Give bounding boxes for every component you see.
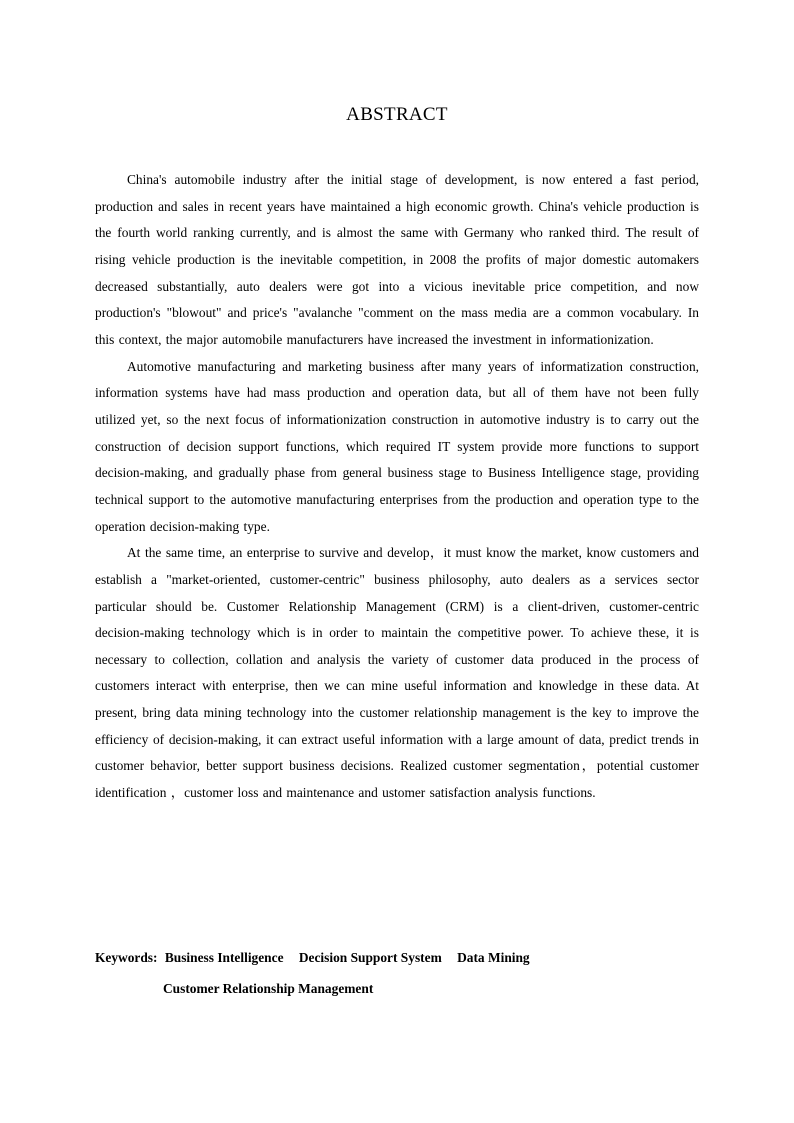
keyword-item: Data Mining: [457, 950, 530, 965]
keyword-item: Decision Support System: [298, 950, 442, 965]
keyword-item: Customer Relationship Management: [163, 981, 374, 996]
abstract-title: ABSTRACT: [346, 104, 448, 125]
keywords-label: Keywords:: [95, 950, 158, 965]
abstract-paragraph-2: Automotive manufacturing and marketing business after many years of informatization construction, information systems have had mass production and operation data, but all of them have not been fully utilized yet, so the next focus of informationization construction in automotive industry is to carry out the construction of decision support functions, which required IT system provide more functions to support decision-making, and gradually phase from general business stage to Business Intelligence stage, providing technical support to the automotive manufacturing enterprises from the production and operation type to the operation decision-making type.: [95, 358, 699, 534]
abstract-paragraph-1: China's automobile industry after the initial stage of development, is now entered a fast period, production and sales in recent years have maintained a high economic growth. China's vehicle production is the fourth world ranking currently, and is almost the same with Germany who ranked third. The result of rising vehicle production is the inevitable competition, in 2008 the profits of major domestic automakers decreased substantially, auto dealers were got into a vicious inevitable price competition, and now production's "blowout" and price's "avalanche "comment on the mass media are a common vocabulary. In this context, the major automobile manufacturers have increased the investment in informationization.: [95, 172, 699, 347]
abstract-paragraph-3: At the same time, an enterprise to survive and develop，it must know the market, know customers and establish a "market-oriented, customer-centric" business philosophy, auto dealers as a services sector particular should be. Customer Relationship Management (CRM) is a client-driven, customer-centric decision-making technology which is in order to maintain the competitive power. To achieve these, it is necessary to collection, collation and analysis the variety of customer data produced in the process of customers interact with enterprise, then we can mine useful information and knowledge in these data. At present, bring data mining technology into the customer relationship management is the key to improve the efficiency of decision-making, it can extract useful information with a large amount of data, predict trends in customer behavior, better support business decisions. Realized customer segmentation，potential customer identification ，customer loss and maintenance and ustomer satisfaction analysis functions.: [95, 545, 699, 801]
keywords-section: [95, 948, 699, 999]
abstract-body: [95, 167, 699, 807]
keyword-item: Business Intelligence: [164, 950, 284, 965]
